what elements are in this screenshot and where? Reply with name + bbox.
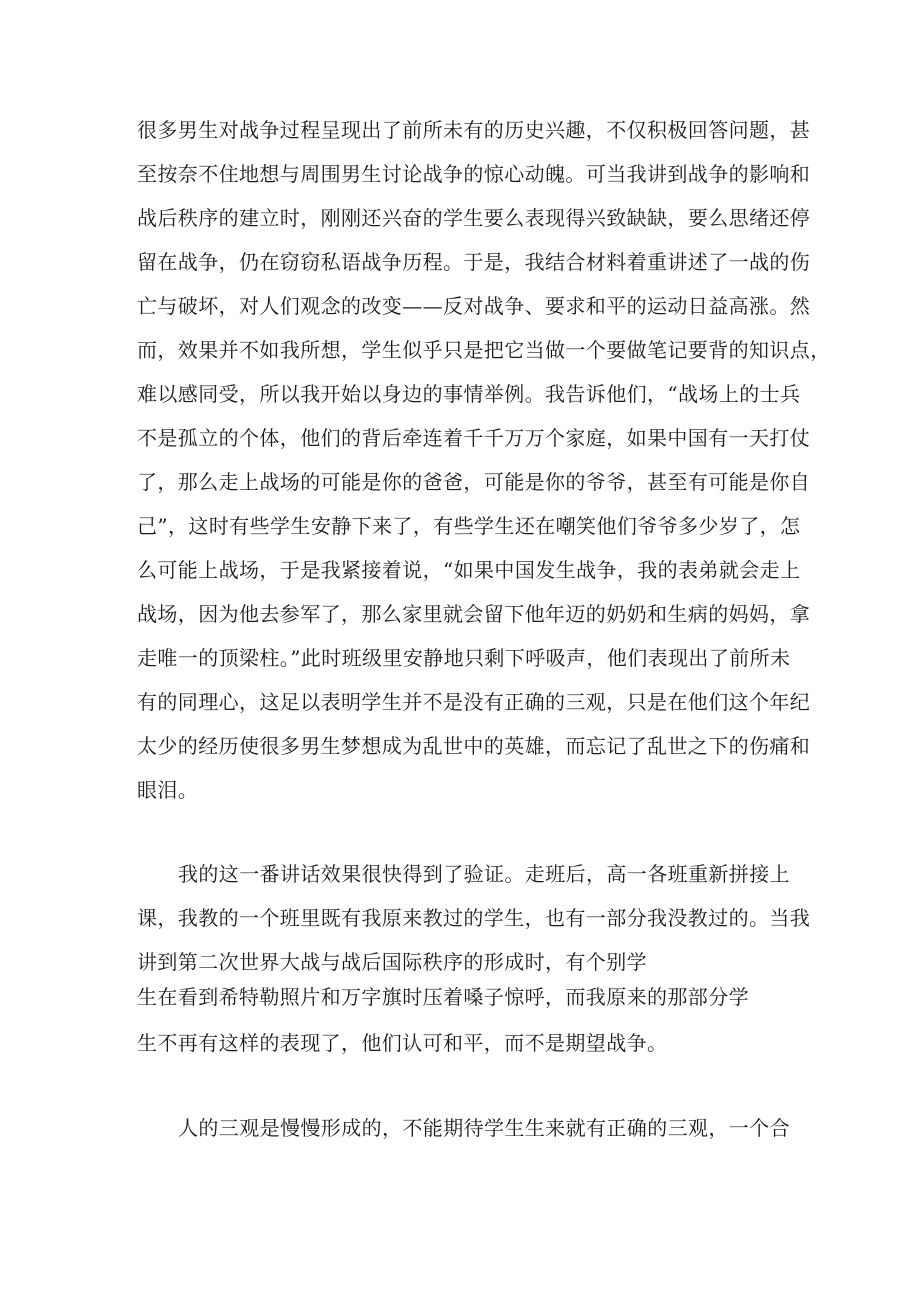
text-line: 么可能上战场，于是我紧接着说，“如果中国发生战争，我的表弟就会走上 xyxy=(137,558,801,582)
text-line: 而，效果并不如我所想，学生似乎只是把它当做一个要做笔记要背的知识点， xyxy=(137,338,831,362)
text-line: 讲到第二次世界大战与战后国际秩序的形成时，有个别学 xyxy=(137,950,647,974)
text-line: 我的这一番讲话效果很快得到了验证。走班后，高一各班重新拼接上 xyxy=(178,862,790,886)
text-line: 至按奈不住地想与周围男生讨论战争的惊心动魄。可当我讲到战争的影响和 xyxy=(137,162,811,186)
text-line: 生在看到希特勒照片和万字旗时压着嗓子惊呼，而我原来的那部分学 xyxy=(137,985,749,1009)
text-line: 课，我教的一个班里既有我原来教过的学生，也有一部分我没教过的。当我 xyxy=(137,906,811,930)
text-line: 走唯一的顶梁柱。”此时班级里安静地只剩下呼吸声，他们表现出了前所未 xyxy=(137,646,791,670)
text-line: 了，那么走上战场的可能是你的爸爸，可能是你的爷爷，甚至有可能是你自 xyxy=(137,470,811,494)
text-line: 很多男生对战争过程呈现出了前所未有的历史兴趣，不仅积极回答问题，甚 xyxy=(137,118,811,142)
text-line: 生不再有这样的表现了，他们认可和平，而不是期望战争。 xyxy=(137,1031,668,1055)
text-line: 难以感同受，所以我开始以身边的事情举例。我告诉他们，“战场上的士兵 xyxy=(137,382,801,406)
text-line: 战后秩序的建立时，刚刚还兴奋的学生要么表现得兴致缺缺，要么思绪还停 xyxy=(137,206,811,230)
text-line: 不是孤立的个体，他们的背后牵连着千千万万个家庭，如果中国有一天打仗 xyxy=(137,426,811,450)
text-line: 眼泪。 xyxy=(137,778,199,802)
text-line: 留在战争，仍在窃窃私语战争历程。于是，我结合材料着重讲述了一战的伤 xyxy=(137,250,811,274)
text-line: 人的三观是慢慢形成的，不能期待学生生来就有正确的三观，一个合 xyxy=(178,1116,790,1140)
text-line: 太少的经历使很多男生梦想成为乱世中的英雄，而忘记了乱世之下的伤痛和 xyxy=(137,734,811,758)
text-line: 己”，这时有些学生安静下来了，有些学生还在嘲笑他们爷爷多少岁了，怎 xyxy=(137,514,801,538)
text-line: 亡与破坏，对人们观念的改变——反对战争、要求和平的运动日益高涨。然 xyxy=(137,294,811,318)
text-line: 战场，因为他去参军了，那么家里就会留下他年迈的奶奶和生病的妈妈，拿 xyxy=(137,602,811,626)
text-line: 有的同理心，这足以表明学生并不是没有正确的三观，只是在他们这个年纪 xyxy=(137,690,811,714)
